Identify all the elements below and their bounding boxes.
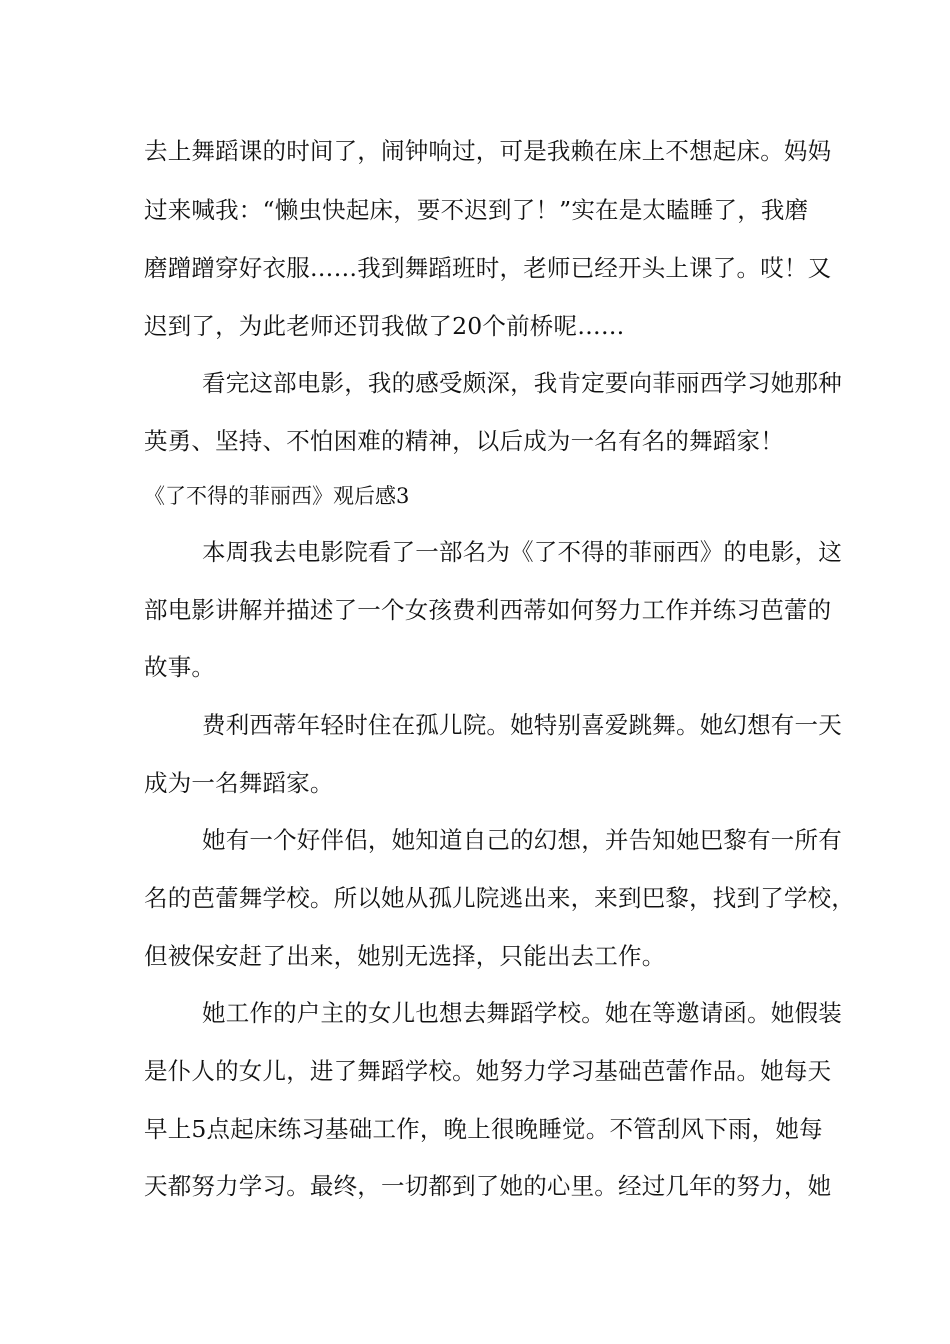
body-text-line: 英勇、坚持、不怕困难的精神，以后成为一名有名的舞蹈家！ <box>144 427 784 455</box>
body-text-line: 迟到了，为此老师还罚我做了20个前桥呢…… <box>144 312 625 340</box>
paragraph-start-line: 她有一个好伴侣，她知道自己的幻想，并告知她巴黎有一所有 <box>202 826 842 854</box>
body-text-line: 早上5点起床练习基础工作，晚上很晚睡觉。不管刮风下雨，她每 <box>144 1115 823 1143</box>
body-text-line: 名的芭蕾舞学校。所以她从孤儿院逃出来，来到巴黎，找到了学校， <box>144 884 855 912</box>
body-text-line: 过来喊我：“懒虫快起床，要不迟到了！”实在是太瞌睡了，我磨 <box>144 196 809 224</box>
section-heading: 《了不得的菲丽西》观后感3 <box>144 484 410 508</box>
body-text-line: 成为一名舞蹈家。 <box>144 769 334 797</box>
body-text-line: 是仆人的女儿，进了舞蹈学校。她努力学习基础芭蕾作品。她每天 <box>144 1057 832 1085</box>
body-text-line: 天都努力学习。最终，一切都到了她的心里。经过几年的努力，她 <box>144 1172 832 1200</box>
paragraph-start-line: 费利西蒂年轻时住在孤儿院。她特别喜爱跳舞。她幻想有一天 <box>202 711 842 739</box>
body-text-line: 部电影讲解并描述了一个女孩费利西蒂如何努力工作并练习芭蕾的 <box>144 596 832 624</box>
body-text-line: 去上舞蹈课的时间了，闹钟响过，可是我赖在床上不想起床。妈妈 <box>144 137 832 165</box>
paragraph-start-line: 看完这部电影，我的感受颇深，我肯定要向菲丽西学习她那种 <box>202 369 842 397</box>
paragraph-start-line: 她工作的户主的女儿也想去舞蹈学校。她在等邀请函。她假装 <box>202 999 842 1027</box>
paragraph-start-line: 本周我去电影院看了一部名为《了不得的菲丽西》的电影，这 <box>202 538 842 566</box>
body-text-line: 磨蹭蹭穿好衣服……我到舞蹈班时，老师已经开头上课了。哎！又 <box>144 254 832 282</box>
body-text-line: 但被保安赶了出来，她别无选择，只能出去工作。 <box>144 942 666 970</box>
body-text-line: 故事。 <box>144 653 216 681</box>
